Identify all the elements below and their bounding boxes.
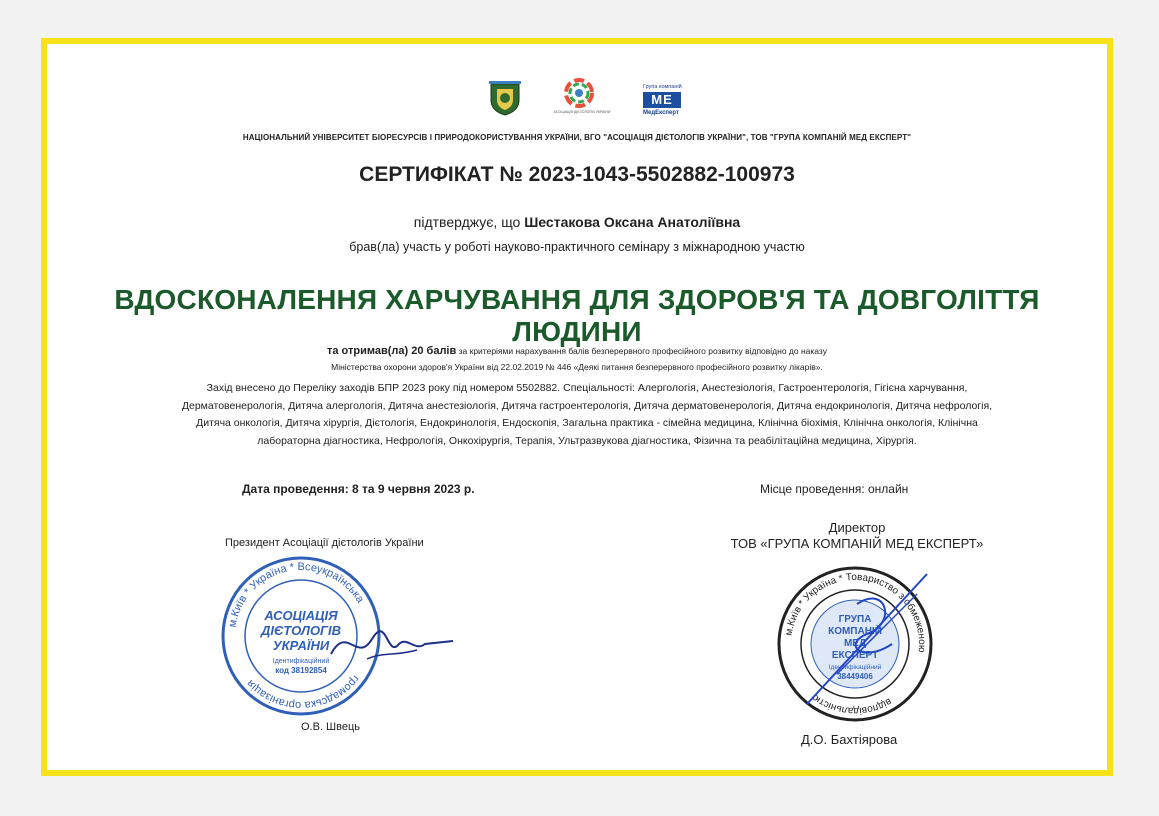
stamp-line4: ЕКСПЕРТ [831, 650, 879, 661]
stamp-ring-top-text: м.Київ * Україна * Товариство з обмеженою [783, 571, 928, 653]
director-title-line1: Директор [828, 520, 886, 535]
points-line [47, 343, 1107, 375]
participation-line: брав(ла) участь у роботі науково-практичного семінару з міжнародною участю [349, 240, 805, 254]
details-line: Дитяча онкологія, Дитяча хірургія, Дієтологія, Ендокринологія, Ендоскопія, Загальна практика - сімейна медицина, Клінічна біохімія, Клінічна онкологія, Клінічна [196, 417, 978, 429]
stamp-line3: УКРАЇНИ [272, 638, 330, 653]
specialties-details [97, 380, 1077, 450]
stamp-line2: КОМПАНІЙ [828, 626, 882, 637]
medexpert-logo-caption: МедЕксперт [643, 110, 679, 116]
president-title: Президент Асоціації дієтологів України [225, 537, 424, 549]
details-line: лабораторна діагностика, Нефрологія, Онкохірургія, Терапія, Ультразвукова діагностика, Фізична та реабілітаційна медицина, Хірургія. [257, 434, 917, 447]
certificate-title: СЕРТИФІКАТ № 2023-1043-5502882-100973 [359, 163, 795, 186]
medexpert-group-caption: Група компаній [643, 84, 682, 90]
stamp-code-label: Ідентифікаційний [272, 658, 330, 665]
points-rest: за критеріями нарахування балів безперервного професійного розвитку відповідно до наказу [456, 346, 827, 356]
stamp-ring-top-text: м.Київ * Україна * Всеукраїнська [226, 560, 367, 629]
director-title [697, 520, 1017, 552]
stamp-code: код 38192854 [275, 666, 327, 675]
event-place: Місце проведення: онлайн [760, 482, 909, 496]
stamp-code: 38449406 [837, 672, 873, 681]
recipient-name: Шестакова Оксана Анатоліївна [524, 214, 741, 230]
seminar-title: ВДОСКОНАЛЕННЯ ХАРЧУВАННЯ ДЛЯ ЗДОРОВ'Я ТА ДОВГОЛІТТЯ ЛЮДИНИ [114, 284, 1040, 347]
dietitians-association-logo-icon [564, 78, 594, 108]
certificate [41, 38, 1113, 776]
medexpert-logo-icon [643, 92, 681, 108]
director-signature [797, 564, 937, 717]
dietitians-logo-caption: АСОЦІАЦІЯ ДІЄТОЛОГІВ УКРАЇНИ [553, 110, 611, 114]
director-title-line2: ТОВ «ГРУПА КОМПАНІЙ МЕД ЕКСПЕРТ» [730, 536, 984, 551]
president-name: О.В. Швець [301, 721, 361, 733]
points-bold: та отримав(ла) 20 балів [327, 345, 457, 357]
stamp-ring-bottom-text: громадська організація [244, 672, 362, 712]
stamp-ring-bottom-text: відповідальністю [810, 691, 894, 717]
university-crest-icon [487, 80, 523, 116]
stamp-line1: АСОЦІАЦІЯ [264, 608, 338, 623]
stamp-line1: ГРУПА [838, 614, 872, 625]
event-date: Дата проведення: 8 та 9 червня 2023 р. [242, 482, 475, 496]
confirmation-line [47, 214, 1107, 230]
stamp-line3: МЕД [843, 638, 867, 649]
medexpert-logo-mark: МЕ [651, 92, 673, 107]
details-line: Захід внесено до Переліку заходів БПР 2023 року під номером 5502882. Спеціальності: Алергологія, Анестезіологія, Гастроентерологія, Гігієна харчування, [206, 382, 968, 394]
organizations-line: НАЦІОНАЛЬНИЙ УНІВЕРСИТЕТ БІОРЕСУРСІВ І ПРИРОДОКОРИСТУВАННЯ УКРАЇНИ, ВГО "АСОЦІАЦІЯ ДІЄТОЛОГІВ УКРАЇНИ", ТОВ "ГРУПА КОМПАНІЙ МЕД ЕКСПЕРТ" [242, 133, 912, 142]
stamp-code-label: Ідентифікаційний [828, 664, 882, 671]
logo-row [47, 80, 1107, 120]
order-line: Міністерства охорони здоров'я України від 22.02.2019 № 446 «Деякі питання безперервного професійного розвитку лікарів». [331, 362, 823, 372]
director-name: Д.О. Бахтіярова [801, 732, 898, 747]
stamp-line2: ДІЄТОЛОГІВ [260, 623, 342, 638]
president-signature [327, 614, 457, 674]
confirm-prefix: підтверджує, що [413, 214, 525, 230]
details-line: Дерматовенерологія, Дитяча алергологія, Дитяча анестезіологія, Дитяча гастроентерологія, Дитяча дерматовенерологія, Дитяча ендокринологія, Дитяча нефрологія, [181, 399, 993, 412]
